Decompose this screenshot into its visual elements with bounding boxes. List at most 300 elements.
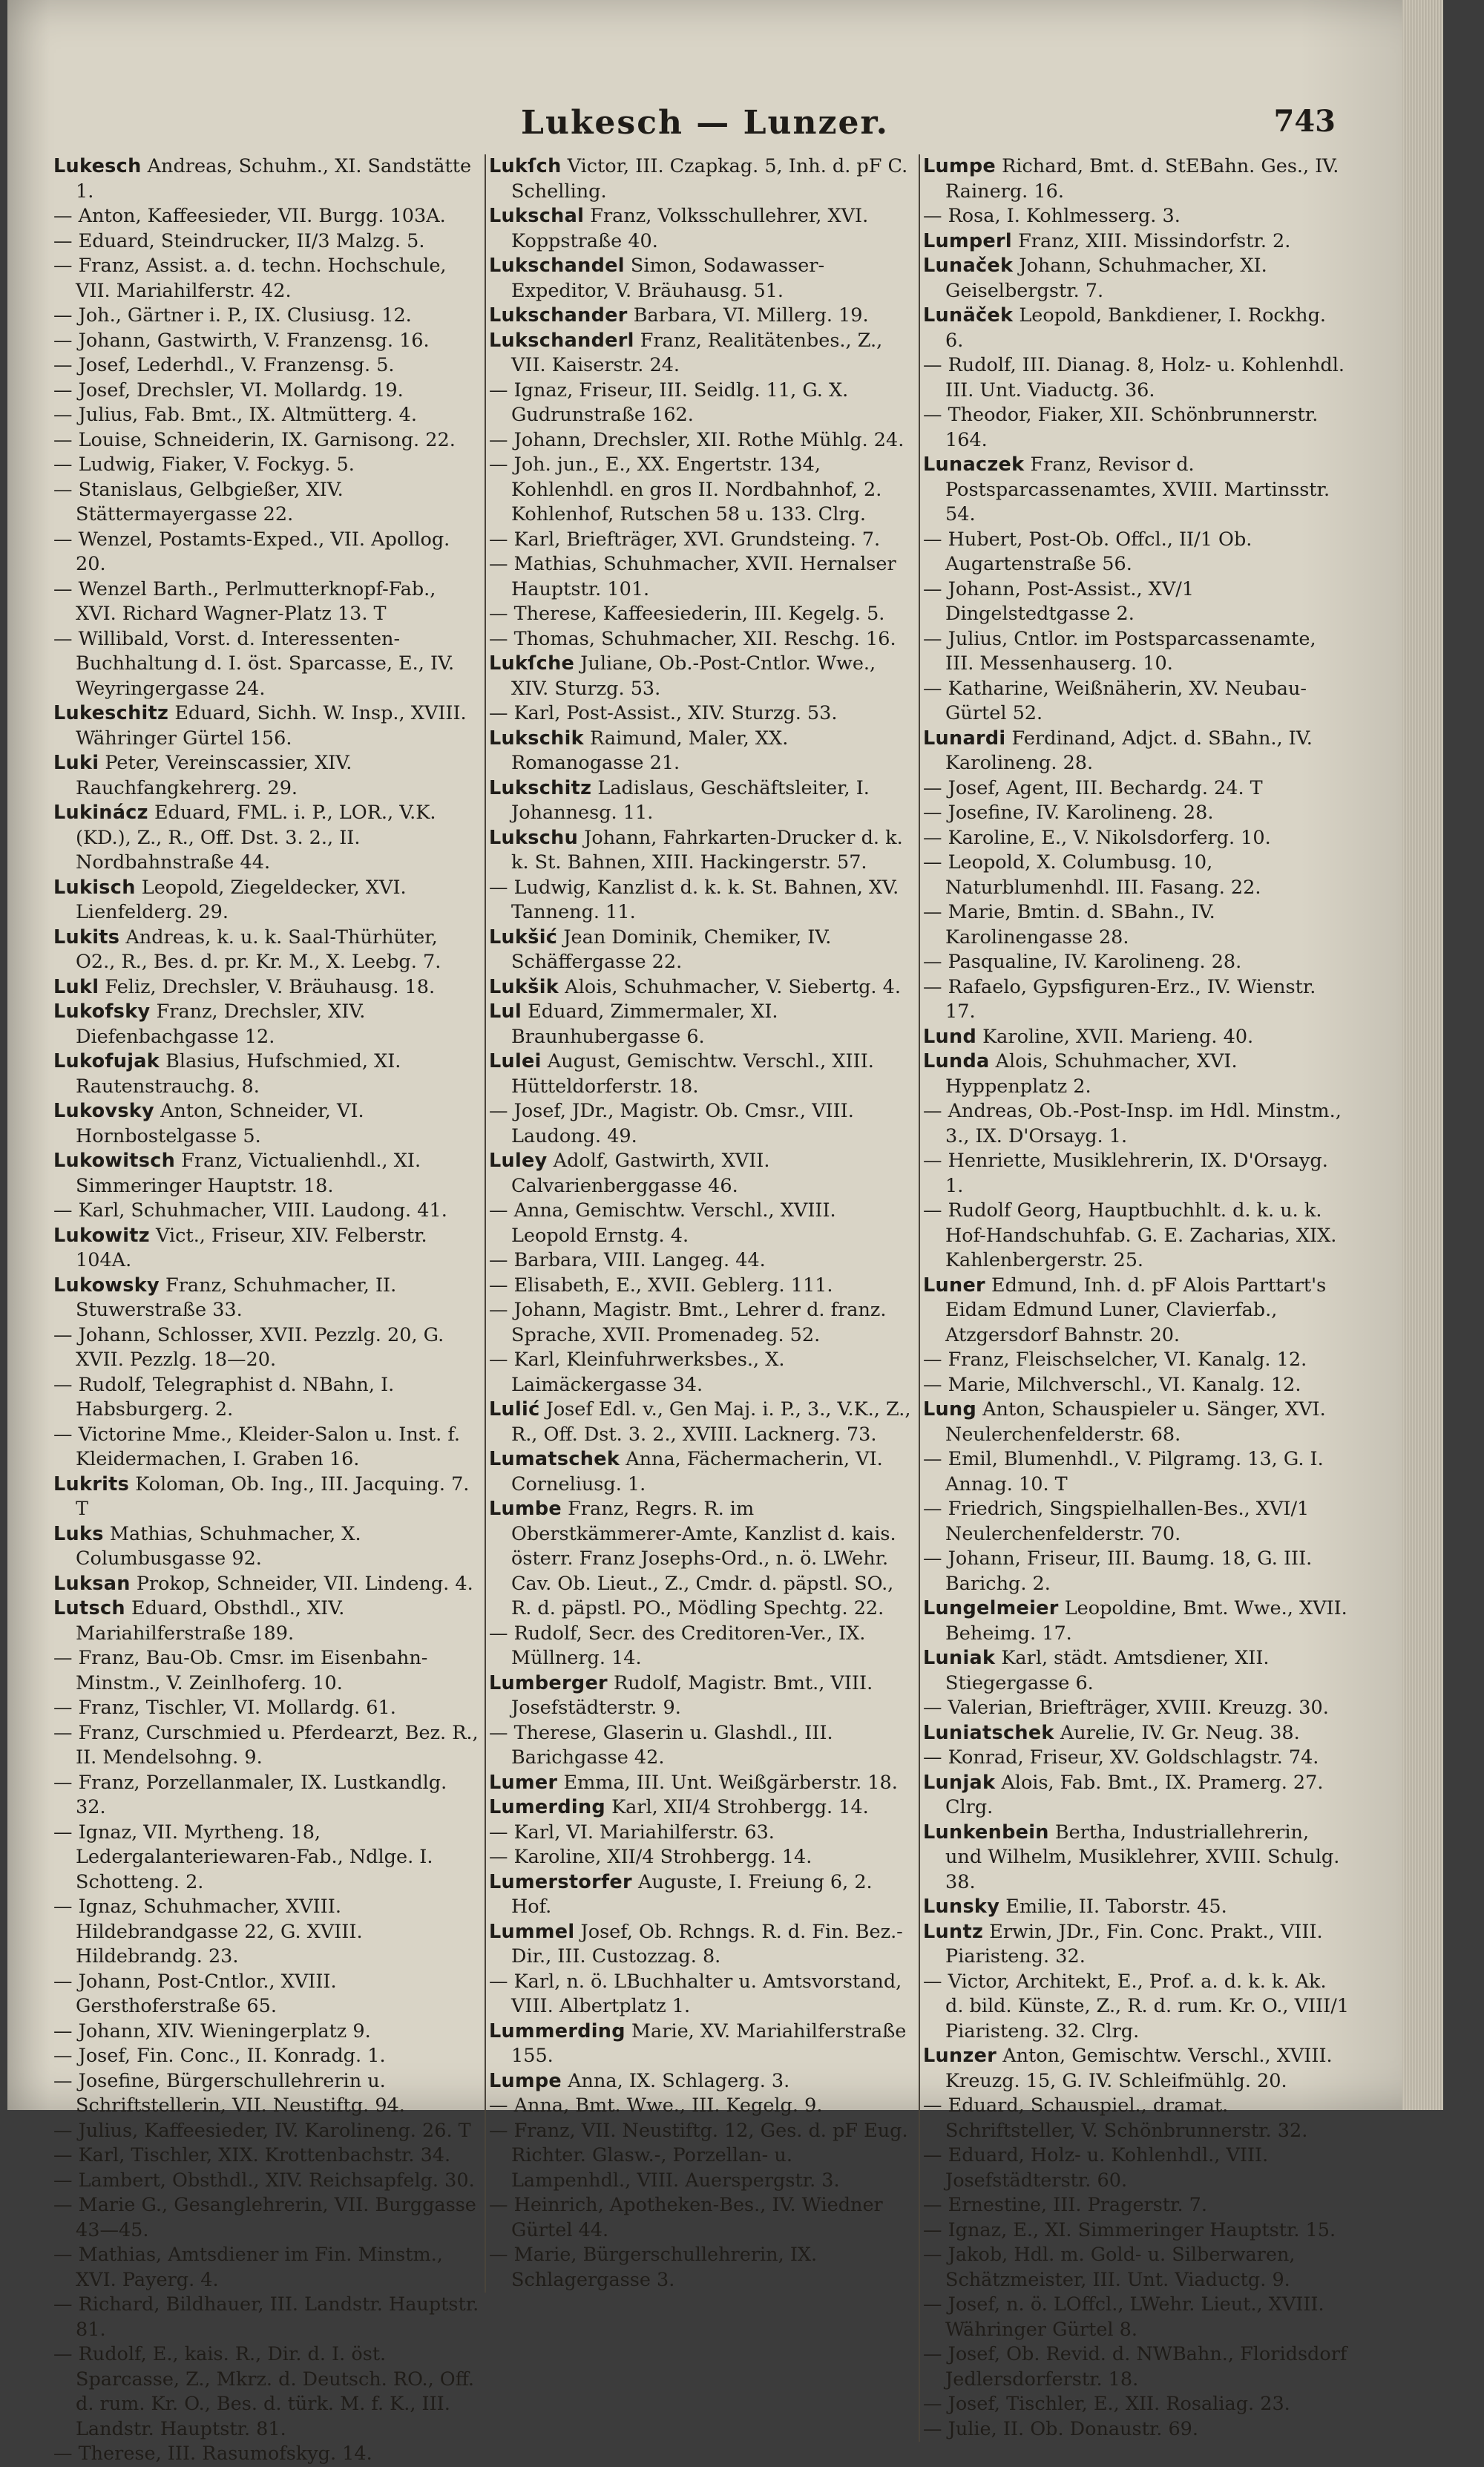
entry-surname: Lukinácz	[53, 802, 148, 824]
entry-details: Andreas, k. u. k. Saal-Thürhüter, O2., R., Bes. d. pr. Kr. M., X. Leebg. 7.	[76, 925, 441, 973]
page-number: 743	[1273, 104, 1336, 139]
entry-surname: Lukofujak	[53, 1050, 160, 1072]
directory-entry	[923, 1771, 1350, 1821]
directory-entry	[53, 2442, 482, 2467]
directory-entry	[923, 1497, 1350, 1547]
entry-details: — Eduard, Steindrucker, II/3 Malzg. 5.	[53, 229, 425, 252]
entry-surname: Lunsky	[923, 1896, 1000, 1918]
directory-entry	[489, 826, 916, 876]
entry-details: — Victorine Mme., Kleider-Salon u. Inst. f. Kleidermachen, I. Graben 16.	[53, 1423, 460, 1470]
entry-surname: Luksan	[53, 1572, 131, 1595]
directory-entry	[489, 1398, 916, 1447]
directory-entry	[923, 204, 1350, 229]
directory-entry	[489, 602, 916, 627]
entry-surname: Luntz	[923, 1920, 984, 1943]
directory-entry	[53, 1274, 482, 1323]
entry-surname: Lulei	[489, 1050, 542, 1072]
directory-entry	[489, 1298, 916, 1348]
entry-details: — Mathias, Amtsdiener im Fin. Minstm., XVI. Payerg. 4.	[53, 2244, 443, 2291]
entry-details: — Rudolf, Secr. des Creditoren-Ver., IX. Müllnerg. 14.	[489, 1622, 866, 1669]
entry-details: Alois, Schuhmacher, XVI. Hyppenplatz 2.	[945, 1050, 1238, 1098]
entry-details: — Rosa, I. Kohlmesserg. 3.	[923, 205, 1181, 227]
directory-entry	[923, 2044, 1350, 2094]
entry-surname: Lumbe	[489, 1498, 562, 1520]
entry-details: — Rudolf Georg, Hauptbuchhlt. d. k. u. k. Hof-Handschuhfab. G. E. Zacharias, XIX. Kahlenbergerstr. 25.	[923, 1199, 1337, 1271]
directory-entry	[489, 1970, 916, 2019]
directory-entry	[53, 254, 482, 304]
directory-entry	[489, 204, 916, 254]
directory-entry	[53, 1596, 482, 1646]
directory-entry	[923, 1646, 1350, 1696]
entry-details: Franz, Drechsler, XIV. Diefenbachgasse 12.	[76, 1000, 366, 1048]
entry-details: — Anton, Kaffeesieder, VII. Burgg. 103A.	[53, 205, 446, 227]
directory-entry	[489, 2193, 916, 2243]
directory-entry	[923, 1348, 1350, 1373]
entry-details: — Julius, Kaffeesieder, IV. Karolineng. 26. T	[53, 2119, 471, 2142]
entry-surname: Lukesch	[53, 155, 142, 177]
entry-surname: Lukofsky	[53, 1000, 151, 1023]
directory-entry	[53, 1099, 482, 1149]
directory-entry	[53, 353, 482, 379]
entry-details: — Josef, Drechsler, VI. Mollardg. 19.	[53, 379, 404, 402]
entry-details: — Ignaz, E., XI. Simmeringer Hauptstr. 15.	[923, 2218, 1336, 2241]
directory-entry	[489, 2243, 916, 2293]
directory-entry	[53, 2342, 482, 2442]
directory-entry	[923, 453, 1350, 528]
directory-entry	[489, 776, 916, 826]
entry-details: — Elisabeth, E., XVII. Geblerg. 111.	[489, 1274, 833, 1297]
entry-details: Franz, Victualienhdl., XI. Simmeringer Hauptstr. 18.	[76, 1150, 421, 1197]
directory-entry	[923, 304, 1350, 353]
directory-entry	[489, 304, 916, 329]
directory-entry	[53, 403, 482, 428]
entry-details: — Marie G., Gesanglehrerin, VII. Burggasse 43—45.	[53, 2194, 476, 2241]
entry-details: — Johann, Drechsler, XII. Rothe Mühlg. 24.	[489, 428, 904, 451]
entry-surname: Lummerding	[489, 2019, 626, 2042]
directory-entry	[923, 403, 1350, 453]
entry-surname: Lumberger	[489, 1671, 608, 1694]
entry-details: — Josef, Fin. Conc., II. Konradg. 1.	[53, 2045, 386, 2067]
directory-entry	[489, 329, 916, 379]
entry-surname: Lukowsky	[53, 1274, 160, 1297]
column-1	[50, 154, 485, 2467]
entry-surname: Lukrits	[53, 1472, 130, 1495]
directory-entry	[489, 1771, 916, 1796]
directory-entry	[923, 801, 1350, 826]
entry-details: — Franz, Bau-Ob. Cmsr. im Eisenbahn-Minstm., V. Zeinlhoferg. 10.	[53, 1647, 428, 1694]
directory-entry	[923, 776, 1350, 802]
entry-details: — Johann, Post-Assist., XV/1 Dingelstedtgasse 2.	[923, 577, 1195, 625]
directory-entry	[489, 154, 916, 204]
entry-details: Edmund, Inh. d. pF Alois Parttart's Eidam Edmund Luner, Clavierfab., Atzgersdorf Bahnstr. 20.	[945, 1274, 1327, 1346]
book-page	[7, 0, 1443, 2465]
entry-details: — Lambert, Obsthdl., XIV. Reichsapfelg. 30.	[53, 2169, 475, 2192]
directory-entry	[53, 528, 482, 577]
directory-entry	[923, 1696, 1350, 1721]
entry-surname: Lukowitz	[53, 1224, 150, 1247]
entry-details: Juliane, Ob.-Post-Cntlor. Wwe., XIV. Sturzg. 53.	[511, 652, 876, 700]
directory-entry	[53, 2069, 482, 2119]
entry-details: Simon, Sodawasser-Expeditor, V. Bräuhausg. 51.	[511, 255, 825, 302]
directory-entry	[489, 1920, 916, 1970]
entry-details: Karl, XII/4 Strohbergg. 14.	[611, 1796, 869, 1818]
entry-surname: Lunaček	[923, 255, 1014, 277]
entry-details: Franz, Realitätenbes., Z., VII. Kaiserstr. 24.	[511, 329, 883, 376]
directory-columns	[50, 154, 1360, 2465]
directory-entry	[489, 1348, 916, 1398]
entry-surname: Lumpe	[489, 2069, 562, 2092]
directory-entry	[53, 1970, 482, 2019]
entry-details: Prokop, Schneider, VII. Lindeng. 4.	[136, 1572, 473, 1595]
directory-entry	[53, 1895, 482, 1970]
directory-entry	[53, 1522, 482, 1572]
directory-entry	[53, 2143, 482, 2169]
directory-entry	[923, 1149, 1350, 1199]
directory-entry	[923, 1547, 1350, 1596]
entry-details: — Rafaelo, Gypsfiguren-Erz., IV. Wienstr. 17.	[923, 975, 1316, 1023]
entry-surname: Lutsch	[53, 1597, 125, 1619]
entry-surname: Lunardi	[923, 727, 1006, 750]
entry-details: — Valerian, Briefträger, XVIII. Kreuzg. 30.	[923, 1697, 1329, 1719]
directory-entry	[489, 652, 916, 701]
directory-entry	[923, 1199, 1350, 1274]
entry-details: Anton, Schauspieler u. Sänger, XVI. Neulerchenfelderstr. 68.	[945, 1398, 1326, 1446]
entry-details: — Karl, Tischler, XIX. Krottenbachstr. 34.	[53, 2144, 451, 2166]
entry-surname: Lukschandel	[489, 255, 625, 277]
directory-entry	[53, 925, 482, 975]
entry-details: — Friedrich, Singspielhallen-Bes., XVI/1 Neulerchenfelderstr. 70.	[923, 1498, 1310, 1545]
entry-details: Franz, Revisor d. Postsparcassenamtes, XVIII. Martinsstr. 54.	[945, 453, 1330, 525]
entry-surname: Luniatschek	[923, 1721, 1054, 1744]
entry-surname: Lumerding	[489, 1796, 605, 1818]
directory-entry	[923, 229, 1350, 255]
directory-entry	[489, 876, 916, 925]
entry-details: — Eduard, Schauspiel., dramat. Schriftsteller, V. Schönbrunnerstr. 32.	[923, 2094, 1308, 2142]
entry-details: Franz, XIII. Missindorfstr. 2.	[1018, 229, 1291, 252]
directory-entry	[923, 154, 1350, 204]
directory-entry	[489, 453, 916, 528]
entry-surname: Lukschu	[489, 826, 579, 849]
directory-entry	[923, 627, 1350, 677]
directory-entry	[489, 2019, 916, 2069]
entry-details: — Hubert, Post-Ob. Offcl., II/1 Ob. Augartenstraße 56.	[923, 528, 1252, 575]
directory-entry	[53, 453, 482, 478]
directory-entry	[489, 975, 916, 1000]
entry-details: Josef Edl. v., Gen Maj. i. P., 3., V.K., Z., R., Off. Dst. 3. 2., XVIII. Lacknerg. 73.	[511, 1398, 911, 1446]
directory-entry	[53, 2169, 482, 2194]
entry-details: — Andreas, Ob.-Post-Insp. im Hdl. Minstm., 3., IX. D'Orsayg. 1.	[923, 1100, 1342, 1147]
entry-details: Ladislaus, Geschäftsleiter, I. Johannesg. 11.	[511, 776, 870, 824]
directory-entry	[53, 379, 482, 404]
entry-details: Koloman, Ob. Ing., III. Jacquing. 7. T	[76, 1472, 470, 1520]
entry-details: — Ludwig, Fiaker, V. Fockyg. 5.	[53, 453, 355, 476]
entry-details: Ferdinand, Adjct. d. SBahn., IV. Karolineng. 28.	[945, 727, 1313, 774]
entry-surname: Lulić	[489, 1398, 540, 1421]
entry-details: — Marie, Bürgerschullehrerin, IX. Schlagergasse 3.	[489, 2244, 818, 2291]
entry-details: — Stanislaus, Gelbgießer, XIV. Stättermayergasse 22.	[53, 478, 344, 525]
entry-surname: Lunda	[923, 1050, 990, 1072]
directory-entry	[489, 727, 916, 776]
entry-surname: Lukits	[53, 925, 120, 949]
entry-surname: Luks	[53, 1522, 104, 1545]
column-3	[919, 154, 1353, 2442]
entry-details: — Karoline, E., V. Nikolsdorferg. 10.	[923, 826, 1271, 849]
directory-entry	[489, 528, 916, 553]
entry-details: Emma, III. Unt. Weißgärberstr. 18.	[563, 1771, 898, 1794]
directory-entry	[53, 1373, 482, 1423]
directory-entry	[923, 677, 1350, 727]
entry-details: — Joh. jun., E., XX. Engertstr. 134, Kohlenhdl. en gros II. Nordbahnhof, 2. Kohlenhof, Rutschen 58 u. 133. Clrg.	[489, 453, 882, 525]
directory-entry	[53, 1423, 482, 1472]
directory-entry	[923, 727, 1350, 776]
directory-entry	[489, 701, 916, 727]
entry-details: — Anna, Bmt. Wwe., III. Kegelg. 9.	[489, 2094, 823, 2117]
directory-entry	[923, 1746, 1350, 1771]
entry-details: — Julius, Cntlor. im Postsparcassenamte, III. Messenhauserg. 10.	[923, 627, 1316, 675]
directory-entry	[489, 2094, 916, 2119]
entry-details: — Johann, Schlosser, XVII. Pezzlg. 20, G. XVII. Pezzlg. 18—20.	[53, 1323, 444, 1371]
directory-entry	[923, 900, 1350, 950]
entry-surname: Lunjak	[923, 1771, 996, 1794]
entry-details: — Mathias, Schuhmacher, XVII. Hernalser Hauptstr. 101.	[489, 553, 896, 600]
entry-details: — Johann, Post-Cntlor., XVIII. Gersthoferstraße 65.	[53, 1970, 337, 2017]
entry-surname: Lukowitsch	[53, 1150, 176, 1172]
directory-entry	[53, 428, 482, 453]
directory-entry	[53, 1149, 482, 1199]
directory-entry	[923, 950, 1350, 975]
directory-entry	[923, 2392, 1350, 2417]
entry-details: — Ignaz, VII. Myrtheng. 18, Ledergalanteriewaren-Fab., Ndlge. I. Schotteng. 2.	[53, 1821, 433, 1893]
directory-entry	[923, 2342, 1350, 2392]
entry-details: — Katharine, Weißnäherin, XV. Neubau-Gürtel 52.	[923, 677, 1307, 724]
entry-details: — Josefine, Bürgerschullehrerin u. Schriftstellerin, VII. Neustiftg. 94.	[53, 2069, 405, 2117]
entry-details: — Louise, Schneiderin, IX. Garnisong. 22.	[53, 428, 456, 451]
entry-details: — Rudolf, E., kais. R., Dir. d. I. öst. Sparcasse, Z., Mkrz. d. Deutsch. RO., Off. d. rum. Kr. O., Bes. d. türk. M. f. K., III. Landstr. Hauptstr. 81.	[53, 2343, 475, 2440]
entry-details: — Franz, Porzellanmaler, IX. Lustkandlg. 32.	[53, 1771, 447, 1818]
directory-entry	[489, 1199, 916, 1248]
directory-entry	[53, 1771, 482, 1821]
entry-details: — Marie, Bmtin. d. SBahn., IV. Karolinengasse 28.	[923, 901, 1215, 949]
entry-details: Feliz, Drechsler, V. Bräuhausg. 18.	[105, 975, 436, 998]
entry-details: Marie, XV. Mariahilferstraße 155.	[511, 2019, 907, 2067]
directory-entry	[489, 1274, 916, 1299]
page-edge	[1402, 0, 1443, 2110]
entry-details: Karl, städt. Amtsdiener, XII. Stiegergasse 6.	[945, 1647, 1270, 1694]
directory-entry	[923, 2243, 1350, 2293]
directory-entry	[489, 925, 916, 975]
entry-details: — Franz, Fleischselcher, VI. Kanalg. 12.	[923, 1349, 1307, 1371]
directory-entry	[53, 1646, 482, 1696]
entry-surname: Lukeschitz	[53, 702, 169, 724]
directory-entry	[489, 1248, 916, 1274]
directory-entry	[923, 1721, 1350, 1746]
entry-details: Auguste, I. Freiung 6, 2. Hof.	[511, 1870, 873, 1918]
directory-entry	[489, 2119, 916, 2194]
directory-entry	[53, 577, 482, 627]
entry-details: — Josef, Ob. Revid. d. NWBahn., Floridsdorf Jedlersdorferstr. 18.	[923, 2343, 1347, 2391]
entry-details: Barbara, VI. Millerg. 19.	[633, 304, 869, 327]
entry-details: — Ignaz, Friseur, III. Seidlg. 11, G. X. Gudrunstraße 162.	[489, 379, 849, 426]
directory-entry	[923, 1025, 1350, 1050]
entry-surname: Luki	[53, 752, 99, 774]
directory-entry	[489, 1721, 916, 1771]
entry-surname: Lukschanderl	[489, 329, 634, 352]
entry-surname: Luley	[489, 1150, 548, 1172]
entry-details: Raimund, Maler, XX. Romanogasse 21.	[511, 727, 789, 774]
entry-details: Anton, Gemischtw. Verschl., XVIII. Kreuzg. 15, G. IV. Schleifmühlg. 20.	[945, 2045, 1333, 2092]
entry-surname: Lumer	[489, 1771, 558, 1794]
directory-entry	[53, 975, 482, 1000]
entry-details: Blasius, Hufschmied, XI. Rautenstrauchg. 8.	[76, 1050, 401, 1098]
entry-surname: Lumatschek	[489, 1448, 620, 1470]
entry-details: — Ludwig, Kanzlist d. k. k. St. Bahnen, XV. Tanneng. 11.	[489, 876, 899, 923]
entry-surname: Lukisch	[53, 876, 136, 899]
entry-details: Andreas, Schuhm., XI. Sandstätte 1.	[76, 155, 472, 203]
directory-entry	[489, 1821, 916, 1846]
directory-entry	[923, 2193, 1350, 2218]
directory-entry	[923, 353, 1350, 403]
entry-details: — Heinrich, Apotheken-Bes., IV. Wiedner Gürtel 44.	[489, 2194, 883, 2241]
entry-surname: Lungelmeier	[923, 1597, 1059, 1619]
entry-surname: Lukſch	[489, 155, 562, 177]
entry-details: — Johann, Gastwirth, V. Franzensg. 16.	[53, 329, 430, 352]
entry-details: Aurelie, IV. Gr. Neug. 38.	[1060, 1721, 1300, 1744]
directory-entry	[53, 2243, 482, 2293]
directory-entry	[489, 379, 916, 428]
entry-details: Eduard, Obsthdl., XIV. Mariahilferstraße 189.	[76, 1597, 345, 1645]
entry-details: Anton, Schneider, VI. Hornbostelgasse 5.	[76, 1100, 364, 1147]
directory-entry	[53, 2119, 482, 2144]
entry-details: — Josef, n. ö. LOffcl., LWehr. Lieut., XVIII. Währinger Gürtel 8.	[923, 2293, 1324, 2341]
directory-entry	[53, 1049, 482, 1099]
entry-details: Karoline, XVII. Marieng. 40.	[982, 1025, 1254, 1048]
entry-details: — Karl, n. ö. LBuchhalter u. Amtsvorstand, VIII. Albertplatz 1.	[489, 1970, 902, 2017]
entry-details: Mathias, Schuhmacher, X. Columbusgasse 92.	[76, 1522, 361, 1570]
directory-entry	[53, 1721, 482, 1771]
directory-entry	[489, 552, 916, 602]
directory-entry	[53, 1472, 482, 1522]
directory-entry	[53, 229, 482, 255]
directory-entry	[923, 2143, 1350, 2193]
directory-entry	[53, 751, 482, 801]
entry-details: — Josef, Tischler, E., XII. Rosaliag. 23.	[923, 2393, 1290, 2415]
entry-details: Alois, Schuhmacher, V. Siebertg. 4.	[565, 975, 901, 998]
entry-details: Rudolf, Magistr. Bmt., VIII. Josefstädterstr. 9.	[511, 1671, 873, 1719]
entry-details: — Franz, VII. Neustiftg. 12, Ges. d. pF Eug. Richter. Glasw.-, Porzellan- u. Lampenhdl., VIII. Auerspergstr. 3.	[489, 2119, 908, 2192]
directory-entry	[489, 428, 916, 453]
entry-details: Peter, Vereinscassier, XIV. Rauchfangkehrerg. 29.	[76, 752, 352, 799]
entry-details: — Johann, Magistr. Bmt., Lehrer d. franz. Sprache, XVII. Promenadeg. 52.	[489, 1299, 887, 1346]
entry-surname: Luner	[923, 1274, 985, 1297]
entry-details: — Ernestine, III. Pragerstr. 7.	[923, 2194, 1207, 2216]
directory-entry	[489, 1845, 916, 1870]
directory-entry	[53, 304, 482, 329]
entry-details: — Thomas, Schuhmacher, XII. Reschg. 16.	[489, 627, 896, 650]
entry-details: Josef, Ob. Rchngs. R. d. Fin. Bez.-Dir., III. Custozzag. 8.	[511, 1920, 903, 1968]
entry-details: — Johann, Friseur, III. Baumg. 18, G. III. Barichg. 2.	[923, 1547, 1313, 1595]
entry-details: Leopold, Bankdiener, I. Rockhg. 6.	[945, 304, 1327, 352]
entry-details: — Joh., Gärtner i. P., IX. Clusiusg. 12.	[53, 304, 412, 327]
entry-details: Adolf, Gastwirth, XVII. Calvarienberggasse 46.	[511, 1150, 770, 1197]
entry-surname: Lumpe	[923, 155, 997, 177]
entry-details: Franz, Schuhmacher, II. Stuwerstraße 33.	[76, 1274, 397, 1321]
directory-entry	[489, 1497, 916, 1622]
entry-surname: Lumerstorfer	[489, 1870, 632, 1893]
column-2	[485, 154, 919, 2293]
directory-entry	[489, 2069, 916, 2094]
directory-entry	[489, 1671, 916, 1721]
entry-surname: Lumperl	[923, 229, 1012, 252]
directory-entry	[489, 1447, 916, 1497]
entry-details: — Theodor, Fiaker, XII. Schönbrunnerstr. 164.	[923, 404, 1319, 451]
directory-entry	[923, 1373, 1350, 1398]
directory-entry	[923, 1447, 1350, 1497]
entry-details: — Jakob, Hdl. m. Gold- u. Silberwaren, Schätzmeister, III. Unt. Viaductg. 9.	[923, 2244, 1296, 2291]
entry-details: — Johann, XIV. Wieningerplatz 9.	[53, 2019, 371, 2042]
directory-entry	[923, 1049, 1350, 1099]
entry-details: Emilie, II. Taborstr. 45.	[1005, 1896, 1227, 1918]
directory-entry	[923, 826, 1350, 851]
entry-details: — Josefine, IV. Karolineng. 28.	[923, 802, 1214, 824]
entry-details: — Therese, III. Rasumofskyg. 14.	[53, 2443, 372, 2465]
directory-entry	[489, 1099, 916, 1149]
entry-details: Bertha, Industriallehrerin, und Wilhelm, Musiklehrer, XVIII. Schulg. 38.	[945, 1821, 1340, 1893]
entry-details: — Josef, JDr., Magistr. Ob. Cmsr., VIII. Laudong. 49.	[489, 1100, 854, 1147]
entry-details: — Karl, VI. Mariahilferstr. 63.	[489, 1821, 775, 1844]
directory-entry	[53, 701, 482, 751]
entry-surname: Lung	[923, 1398, 977, 1421]
directory-entry	[53, 154, 482, 204]
directory-entry	[53, 2293, 482, 2342]
directory-entry	[489, 1000, 916, 1049]
entry-surname: Lul	[489, 1000, 522, 1023]
entry-details: Leopold, Ziegeldecker, XVI. Lienfelderg. 29.	[76, 876, 407, 923]
directory-entry	[489, 1149, 916, 1199]
entry-details: — Karoline, XII/4 Strohbergg. 14.	[489, 1846, 812, 1868]
entry-details: — Leopold, X. Columbusg. 10, Naturblumenhdl. III. Fasang. 22.	[923, 851, 1261, 899]
entry-details: — Emil, Blumenhdl., V. Pilgramg. 13, G. I. Annag. 10. T	[923, 1448, 1324, 1495]
entry-surname: Lukschal	[489, 205, 585, 227]
entry-details: Victor, III. Czapkag. 5, Inh. d. pF C. Schelling.	[511, 155, 908, 203]
directory-entry	[923, 2293, 1350, 2342]
entry-surname: Lukschander	[489, 304, 628, 327]
entry-details: Eduard, Zimmermaler, XI. Braunhubergasse 6.	[511, 1000, 778, 1048]
entry-details: — Willibald, Vorst. d. Interessenten-Buchhaltung d. I. öst. Sparcasse, E., IV. Weyringergasse 24.	[53, 627, 455, 700]
entry-surname: Lukl	[53, 975, 99, 998]
entry-surname: Lukschitz	[489, 776, 592, 799]
directory-entry	[923, 975, 1350, 1025]
entry-details: Vict., Friseur, XIV. Felberstr. 104A.	[76, 1224, 427, 1271]
directory-entry	[489, 1049, 916, 1099]
entry-details: — Josef, Lederhdl., V. Franzensg. 5.	[53, 354, 395, 376]
entry-surname: Lukovsky	[53, 1100, 154, 1122]
directory-entry	[923, 528, 1350, 577]
directory-entry	[53, 876, 482, 925]
entry-surname: Lunaczek	[923, 453, 1025, 476]
directory-entry	[489, 1622, 916, 1671]
directory-entry	[489, 627, 916, 652]
entry-surname: Lunkenbein	[923, 1821, 1049, 1844]
entry-details: Richard, Bmt. d. StEBahn. Ges., IV. Rainerg. 16.	[945, 155, 1339, 203]
entry-details: — Marie, Milchverschl., VI. Kanalg. 12.	[923, 1373, 1301, 1396]
entry-details: — Konrad, Friseur, XV. Goldschlagstr. 74.	[923, 1746, 1319, 1769]
entry-details: Franz, Volksschullehrer, XVI. Koppstraße 40.	[511, 205, 869, 252]
entry-details: Erwin, JDr., Fin. Conc. Prakt., VIII. Piaristeng. 32.	[945, 1920, 1323, 1968]
directory-entry	[53, 801, 482, 876]
directory-entry	[923, 2417, 1350, 2443]
entry-details: — Ignaz, Schuhmacher, XVIII. Hildebrandgasse 22, G. XVIII. Hildebrandg. 23.	[53, 1896, 363, 1968]
entry-details: — Wenzel, Postamts-Exped., VII. Apollog. 20.	[53, 528, 450, 575]
